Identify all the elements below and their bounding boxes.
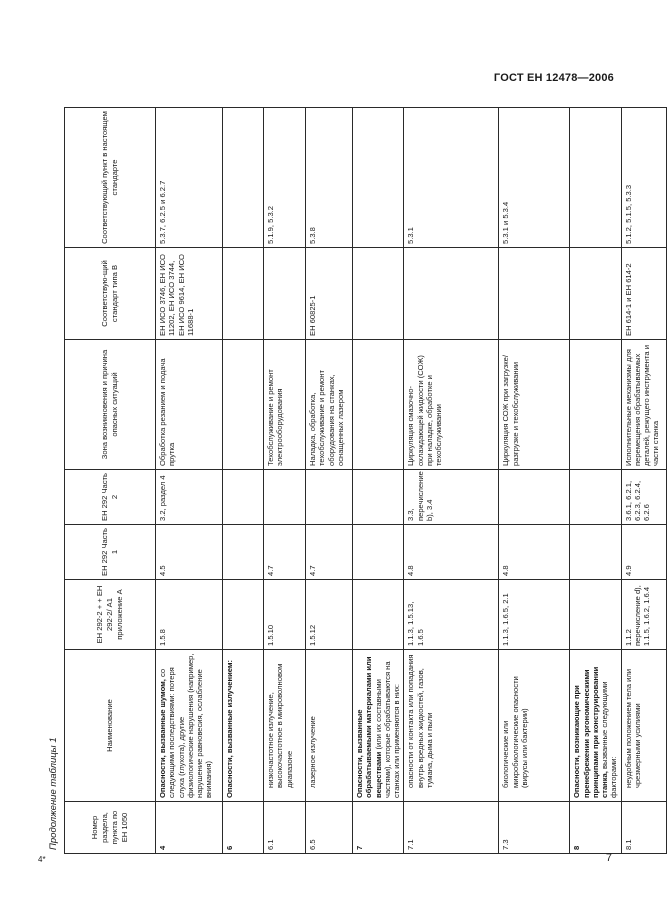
row-name	[264, 650, 306, 802]
row-zone: Наладка, обработка, техобслуживание и ремонт оборудования на станках, оснащенных лазером	[306, 340, 353, 470]
row-annex-a: 1.5.12	[306, 580, 353, 650]
row-part1: 4.7	[306, 525, 353, 580]
header-type-b-standard: Соответствую-щий стандарт типа В	[65, 248, 156, 340]
row-zone: Циркуляция СОЖ при загрузке/разгрузке и техобслуживании	[499, 340, 570, 470]
table-row	[404, 108, 499, 854]
header-hazard-zone: Зона возникновения и причина опасных ситуаций	[65, 340, 156, 470]
row-name	[621, 650, 666, 802]
empty-cell	[223, 580, 264, 650]
empty-cell	[353, 248, 404, 340]
row-annex-a: 1.5.8	[156, 580, 223, 650]
empty-cell	[570, 340, 621, 470]
row-part1: 4.9	[621, 525, 666, 580]
row-name-text: (или их составными частями), которые обрабатываются на станках или применяются в них:	[373, 661, 401, 798]
row-number: 7.1	[404, 802, 499, 854]
row-zone: Техобслуживание и ремонт электрооборудования	[264, 340, 306, 470]
row-name	[353, 650, 404, 802]
row-part1: 4.8	[404, 525, 499, 580]
empty-cell	[353, 470, 404, 525]
row-name-text: опасности от контакта или попадания внутрь вредных жидкостей, газов, тумана, дыма и пыли	[406, 654, 434, 788]
row-zone: Обработка резанием и подача прутка	[156, 340, 223, 470]
empty-cell	[499, 470, 570, 525]
row-clause: 5.3.8	[306, 108, 353, 248]
table-row	[223, 108, 264, 854]
row-part1: 4.8	[499, 525, 570, 580]
row-name	[306, 650, 353, 802]
row-part2: 3.2, раздел 4	[156, 470, 223, 525]
table-row	[306, 108, 353, 854]
header-clause-in-standard: Соответствующий пункт в настоящем стандарте	[65, 108, 156, 248]
standard-designation: ГОСТ ЕН 12478—2006	[493, 72, 614, 84]
empty-cell	[264, 248, 306, 340]
row-clause: 5.3.1	[404, 108, 499, 248]
table-row	[264, 108, 306, 854]
row-type-b-standard: ЕН ИСО 3746, ЕН ИСО 11202, ЕН ИСО 3744, ЕН ИСО 9614, ЕН ИСО 11688-1	[156, 248, 223, 340]
row-name-text: низкочастотное излучение, высокочастотное в микроволновом диапазоне	[266, 663, 294, 788]
empty-cell	[353, 580, 404, 650]
empty-cell	[404, 248, 499, 340]
row-type-b-standard: ЕН 60825-1	[306, 248, 353, 340]
hazards-table	[64, 107, 667, 854]
empty-cell	[264, 470, 306, 525]
row-clause: 5.3.7, 6.2.5 и 6.2.7	[156, 108, 223, 248]
empty-cell	[353, 340, 404, 470]
row-number: 6	[223, 802, 264, 854]
header-name: Наименование	[65, 650, 156, 802]
row-name-text: биологические или микробиологические опасности (вирусы или бактерии)	[501, 676, 529, 788]
empty-cell	[223, 470, 264, 525]
table-row	[499, 108, 570, 854]
row-name	[223, 650, 264, 802]
row-number: 6.5	[306, 802, 353, 854]
row-part2: 3.6.1, 6.2.1, 6.2.3, 6.2.4, 6.2.6	[621, 470, 666, 525]
row-zone: Циркуляция смазочно-охлаждающей жидкости (СОЖ) при наладке, обработке и техобслуживании	[404, 340, 499, 470]
empty-cell	[570, 108, 621, 248]
row-part2: 3.3, перечисление b), 3.4	[404, 470, 499, 525]
sheet-mark: 4*	[38, 855, 46, 864]
row-name-bold: Опасности, возникающие при пренебрежении эргономическими принципами при конструировании станка,	[572, 666, 609, 798]
empty-cell	[353, 108, 404, 248]
row-clause: 5.1.2, 5.1.5, 5.3.3	[621, 108, 666, 248]
row-clause: 5.1.9, 5.3.2	[264, 108, 306, 248]
table-row	[621, 108, 666, 854]
header-en292-2-annex-a: ЕН 292-2 + + ЕН 292-2/ А1 приложение А	[65, 580, 156, 650]
header-en292-part2: ЕН 292 Часть 2	[65, 470, 156, 525]
row-name-bold: Опасности, вызванные шумом,	[158, 679, 167, 798]
row-zone: Исполнительные механизмы для перемещения обрабатываемых деталей, режущего инструмента и части станка	[621, 340, 666, 470]
table-row	[570, 108, 621, 854]
row-name-text: неудобным положением тела или чрезмерными усилиями	[623, 668, 642, 788]
row-number: 4	[156, 802, 223, 854]
empty-cell	[353, 525, 404, 580]
empty-cell	[223, 340, 264, 470]
row-name	[570, 650, 621, 802]
row-name-bold: Опасности, вызванные излучением:	[225, 659, 234, 798]
row-name-text: со следующими последствиями: потеря слуха (глухота), другие физиологические нарушения (например, нарушение равновесия, ослабление внимания)	[158, 653, 214, 798]
row-clause: 5.3.1 и 5.3.4	[499, 108, 570, 248]
row-number: 7	[353, 802, 404, 854]
row-name-text: лазерное излучение	[308, 716, 317, 788]
row-name-text: вызванные следующими факторами:	[600, 681, 619, 798]
header-clause-number: Номер раздела, пункта по ЕН 1050	[65, 802, 156, 854]
empty-cell	[499, 248, 570, 340]
empty-cell	[223, 248, 264, 340]
empty-cell	[223, 525, 264, 580]
empty-cell	[306, 470, 353, 525]
empty-cell	[570, 525, 621, 580]
row-name	[156, 650, 223, 802]
row-annex-a: 1.5.10	[264, 580, 306, 650]
page-number: 7	[605, 852, 612, 864]
row-name	[404, 650, 499, 802]
table-header-row	[65, 108, 156, 854]
row-annex-a: 1.1.3, 1.5.13, 1.6.5	[404, 580, 499, 650]
row-annex-a: 1.1.2 перечисление d), 1.1.5, 1.6.2, 1.6.4	[621, 580, 666, 650]
row-part1: 4.5	[156, 525, 223, 580]
rotated-table-area	[48, 108, 661, 854]
empty-cell	[570, 470, 621, 525]
row-number: 8.1	[621, 802, 666, 854]
empty-cell	[223, 108, 264, 248]
row-number: 7.3	[499, 802, 570, 854]
header-en292-part1: ЕН 292 Часть 1	[65, 525, 156, 580]
row-number: 8	[570, 802, 621, 854]
row-part1: 4.7	[264, 525, 306, 580]
empty-cell	[570, 580, 621, 650]
row-type-b-standard: ЕН 614-1 и ЕН 614-2	[621, 248, 666, 340]
row-name	[499, 650, 570, 802]
row-number: 6.1	[264, 802, 306, 854]
table-continuation-label: Продолжение таблицы 1	[48, 737, 59, 850]
table-row	[353, 108, 404, 854]
empty-cell	[570, 248, 621, 340]
row-name-bold: Опасности, вызванные обрабатываемыми материалами или веществами	[355, 656, 383, 798]
row-annex-a: 1.1.3, 1.6.5, 2.1	[499, 580, 570, 650]
